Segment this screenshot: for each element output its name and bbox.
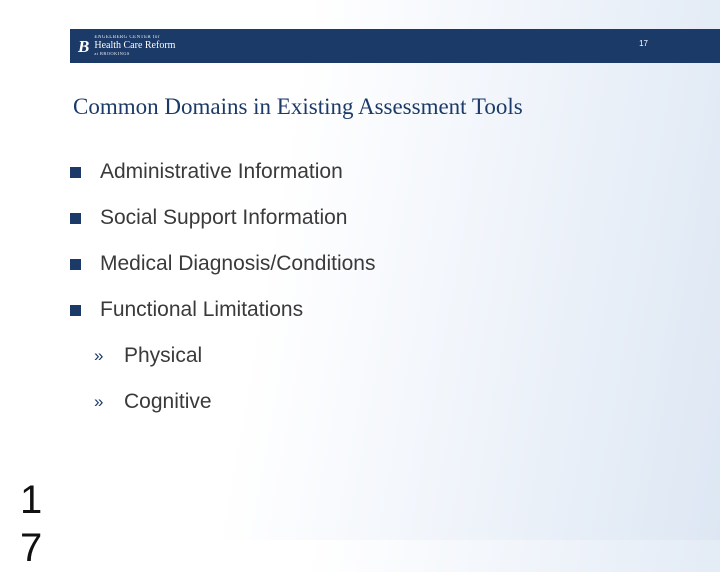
bullet-label: Functional Limitations	[100, 298, 304, 321]
square-bullet-icon	[70, 305, 81, 316]
square-bullet-icon	[70, 259, 81, 270]
square-bullet-icon	[70, 167, 81, 178]
bullet-label: Medical Diagnosis/Conditions	[100, 252, 376, 275]
logo-top-line: ENGELBERG CENTER for	[94, 35, 160, 41]
logo-bottom-line: at BROOKINGS	[94, 51, 130, 57]
sub-bullet-label: Physical	[124, 344, 203, 367]
brookings-logo	[78, 33, 175, 59]
corner-slide-number: 17	[20, 478, 43, 570]
sub-bullet-label: Cognitive	[124, 390, 212, 413]
bullet-label: Social Support Information	[100, 206, 348, 229]
header-bar	[70, 29, 720, 63]
bullet-label: Administrative Information	[100, 160, 343, 183]
double-chevron-right-icon: »	[94, 392, 104, 411]
logo-mark: B	[78, 36, 90, 56]
square-bullet-icon	[70, 213, 81, 224]
logo-text	[94, 35, 175, 57]
double-chevron-right-icon: »	[94, 346, 104, 365]
slide-title: Common Domains in Existing Assessment Tools	[73, 94, 523, 119]
page-number: 17	[639, 39, 648, 48]
logo-main-line: Health Care Reform	[94, 40, 176, 52]
